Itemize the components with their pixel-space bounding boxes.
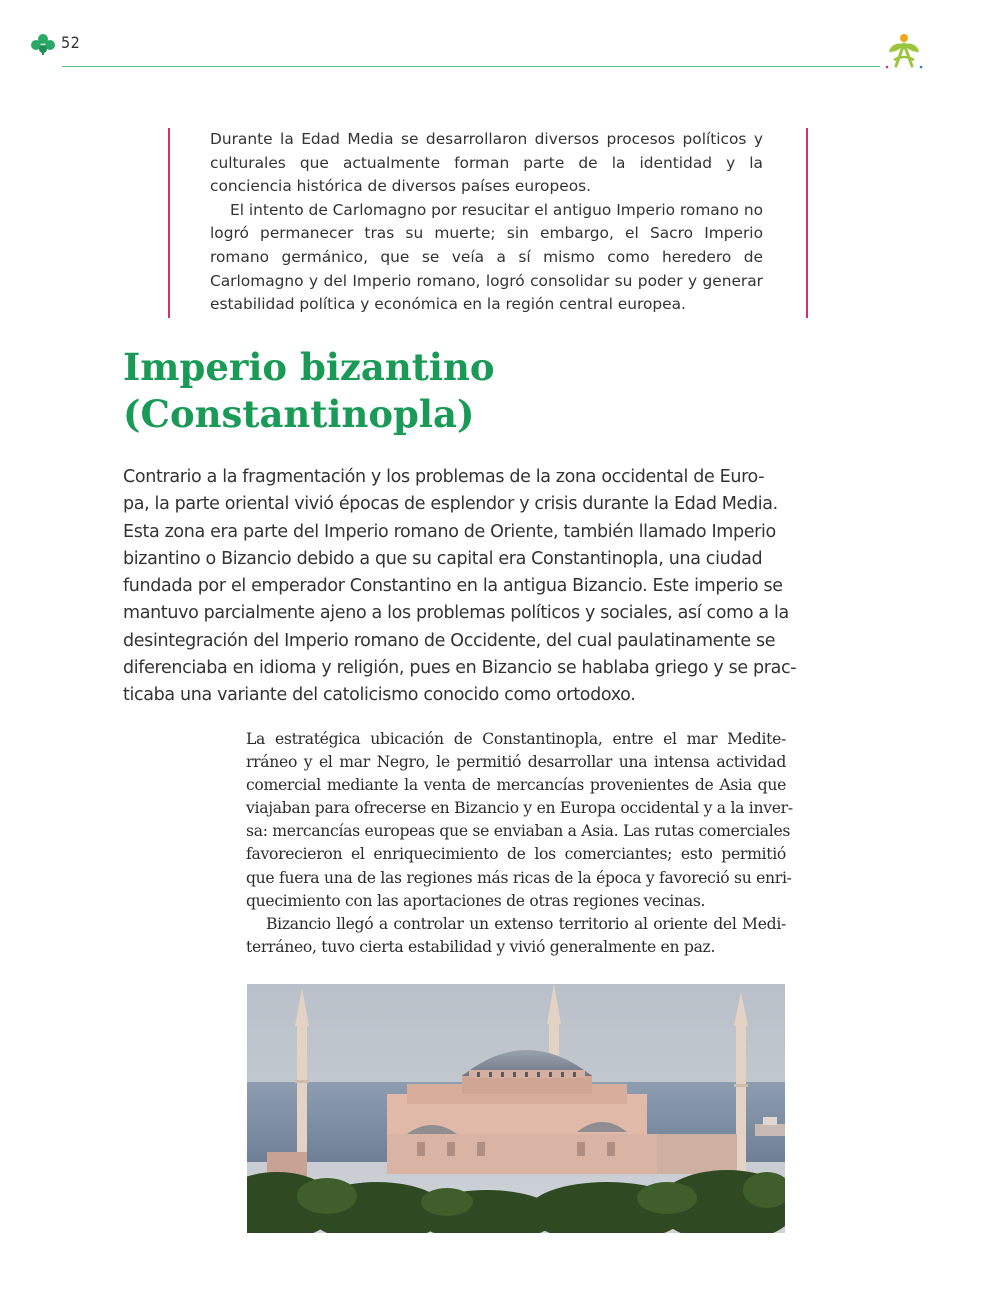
hagia-sophia-photo [247,984,785,1233]
page-header [0,0,986,80]
text-line: desintegración del Imperio romano de Occidente, del cual paulatinamente se [123,630,776,651]
text-line: pa, la parte oriental vivió épocas de esplendor y crisis durante la Edad Media. [123,494,778,515]
text-line: quecimiento con las aportaciones de otras regiones vecinas. [246,891,706,910]
section-title [123,344,623,438]
text-line: La estratégica ubicación de Constantinopla, entre el mar Medite- [246,730,786,748]
text-line: mantuvo parcialmente ajeno a los problemas políticos y sociales, así como a la [123,603,789,624]
page-number: 52 [61,33,81,52]
text-line: bizantino o Bizancio debido a que su capital era Constantinopla, una ciudad [123,548,763,569]
main-paragraph [123,464,797,710]
text-line: diferenciaba en idioma y religión, pues en Bizancio se hablaba griego y se prac- [123,658,797,679]
text-line: comercial mediante la venta de mercancías provenientes de Asia que [246,776,786,795]
intro-paragraph: El intento de Carlomagno por resucitar el antiguo Imperio romano no logró permanecer tras su muerte; sin embargo, el Sacro Imperio romano germánico, que se veía a sí mismo como heredero de Carlomagno y del Imperio romano, logró consolidar su poder y generar estabilidad política y económica en la región central europea. [210,200,763,314]
section-title-line: Imperio bizantino [123,345,495,389]
text-line: rráneo y el mar Negro, le permitió desarrollar una intensa actividad [246,753,786,772]
text-line: Contrario a la fragmentación y los problemas de la zona occidental de Euro- [123,467,765,487]
text-line: favorecieron el enriquecimiento de los comerciantes; esto permitió [246,845,786,864]
text-line: que fuera una de las regiones más ricas de la época y favoreció su enri- [246,868,792,887]
shamrock-icon [30,33,56,55]
text-line: ticaba una variante del catolicismo conocido como ortodoxo. [123,685,636,706]
section-title-line: (Constantinopla) [123,392,475,436]
text-line: viajaban para ofrecerse en Bizancio y en Europa occidental y a la inver- [246,799,793,818]
aside-paragraph [246,728,793,959]
intro-text [210,128,763,317]
header-divider [62,66,880,67]
text-line: fundada por el emperador Constantino en la antigua Bizancio. Este imperio se [123,576,783,597]
intro-box [168,128,808,318]
intro-paragraph: Durante la Edad Media se desarrollaron diversos procesos políticos y culturales que actualmente forman parte de la identidad y la conciencia histórica de diversos países europeos. [210,130,763,196]
text-line: Esta zona era parte del Imperio romano de Oriente, también llamado Imperio [123,521,776,542]
sprout-person-icon [884,32,924,70]
text-line: Bizancio llegó a controlar un extenso territorio al oriente del Medi- [266,914,786,933]
text-line: sa: mercancías europeas que se enviaban a Asia. Las rutas comerciales [246,822,791,841]
text-line: terráneo, tuvo cierta estabilidad y vivió generalmente en paz. [246,937,716,956]
